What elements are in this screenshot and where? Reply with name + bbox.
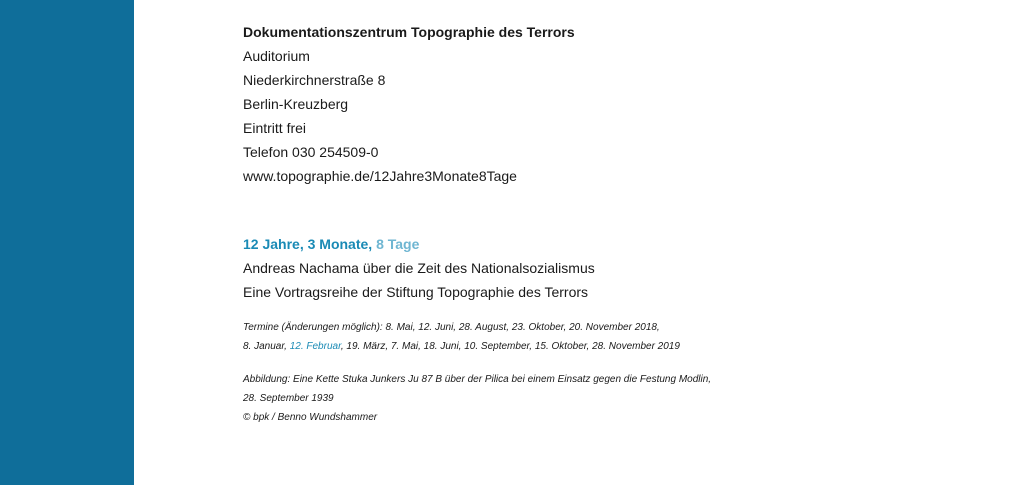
event-title <box>243 232 883 256</box>
venue-room: Auditorium <box>243 48 310 64</box>
caption-line-2: 28. September 1939 <box>243 393 334 404</box>
dates-line-2 <box>243 337 883 356</box>
phone-number: Telefon 030 254509-0 <box>243 144 379 160</box>
event-subtitle: Andreas Nachama über die Zeit des Nationalsozialismus <box>243 260 595 276</box>
event-title-highlight: 8 Tage <box>376 236 420 252</box>
caption-line-1: Abbildung: Eine Kette Stuka Junkers Ju 87 B über der Pilica bei einem Einsatz gegen die Festung Modlin, <box>243 374 712 385</box>
venue-district: Berlin-Kreuzberg <box>243 96 349 112</box>
venue-name: Dokumentationszentrum Topographie des Terrors <box>243 24 575 40</box>
spacer <box>243 188 883 232</box>
dates-highlight: 12. Februar <box>289 341 341 352</box>
spacer <box>243 356 883 370</box>
event-title-main: 12 Jahre, 3 Monate, <box>243 236 373 252</box>
admission-info: Eintritt frei <box>243 120 307 136</box>
event-info <box>243 20 883 427</box>
dates-line-1: Termine (Änderungen möglich): 8. Mai, 12. Juni, 28. August, 23. Oktober, 20. November 2018, <box>243 322 660 333</box>
dates-before: 8. Januar, <box>243 341 287 352</box>
spacer <box>243 304 883 318</box>
venue-url-line <box>243 164 883 188</box>
side-color-bar <box>0 0 134 485</box>
venue-url-link[interactable]: www.topographie.de/12Jahre3Monate8Tage <box>243 168 517 184</box>
event-series: Eine Vortragsreihe der Stiftung Topographie des Terrors <box>243 284 589 300</box>
dates-after: , 19. März, 7. Mai, 18. Juni, 10. September, 15. Oktober, 28. November 2019 <box>340 341 680 352</box>
venue-street: Niederkirchnerstraße 8 <box>243 72 386 88</box>
caption-credit: © bpk / Benno Wundshammer <box>243 412 378 423</box>
